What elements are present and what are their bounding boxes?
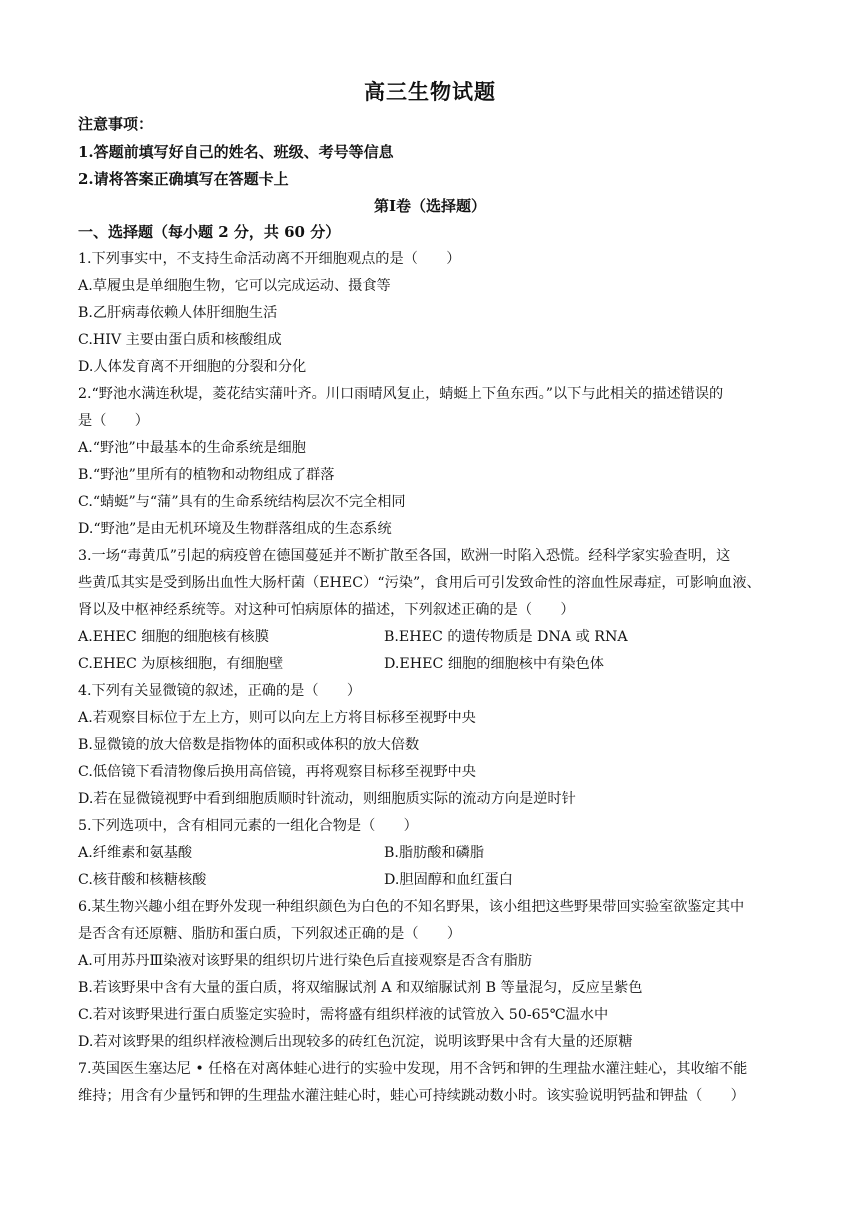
q3-option-d: D.EHEC 细胞的细胞核中有染色体 <box>384 656 604 672</box>
q4-option-d: D.若在显微镜视野中看到细胞质顺时针流动，则细胞质实际的流动方向是逆时针 <box>78 791 576 807</box>
q5-options-row-2 <box>78 870 790 890</box>
q5-option-d: D.胆固醇和血红蛋白 <box>384 872 513 888</box>
q5-option-b: B.脂肪酸和磷脂 <box>384 845 485 861</box>
q2-option-d: D.“野池”是由无机环境及生物群落组成的生态系统 <box>78 521 392 537</box>
q2-option-a: A.“野池”中最基本的生命系统是细胞 <box>78 440 306 456</box>
page-title: 高三生物试题 <box>364 79 496 104</box>
q4-stem: 4.下列有关显微镜的叙述，正确的是（ ） <box>78 683 362 699</box>
q6-option-c: C.若对该野果进行蛋白质鉴定实验时，需将盛有组织样液的试管放入 50-65℃温水中 <box>78 1007 609 1023</box>
q3-stem-line-1: 3.一场“毒黄瓜”引起的病疫曾在德国蔓延并不断扩散至各国，欧洲一时陷入恐慌。经科学家实验查明，这 <box>78 548 731 564</box>
q3-option-b: B.EHEC 的遗传物质是 DNA 或 RNA <box>384 629 628 645</box>
q3-stem-line-3: 肾以及中枢神经系统等。对这种可怕病原体的描述，下列叙述正确的是（ ） <box>78 602 575 618</box>
q2-stem-line-2: 是（ ） <box>78 413 149 429</box>
q4-option-c: C.低倍镜下看清物像后换用高倍镜，再将观察目标移至视野中央 <box>78 764 476 780</box>
q2-option-b: B.“野池”里所有的植物和动物组成了群落 <box>78 467 335 483</box>
q1-option-a: A.草履虫是单细胞生物，它可以完成运动、摄食等 <box>78 278 391 294</box>
q3-option-a: A.EHEC 细胞的细胞核有核膜 <box>78 629 269 645</box>
q1-option-d: D.人体发育离不开细胞的分裂和分化 <box>78 359 307 375</box>
q7-stem-line-1: 7.英国医生塞达尼 • 任格在对离体蛙心进行的实验中发现，用不含钙和钾的生理盐水灌注蛙心，其收缩不能 <box>78 1061 748 1077</box>
q4-option-a: A.若观察目标位于左上方，则可以向左上方将目标移至视野中央 <box>78 710 476 726</box>
q1-option-c: C.HIV 主要由蛋白质和核酸组成 <box>78 332 282 348</box>
q1-option-b: B.乙肝病毒依赖人体肝细胞生活 <box>78 305 278 321</box>
q6-option-d: D.若对该野果的组织样液检测后出现较多的砖红色沉淀，说明该野果中含有大量的还原糖 <box>78 1034 633 1050</box>
section-title: 一、选择题（每小题 2 分，共 60 分） <box>78 223 341 241</box>
q3-options-row-2 <box>78 654 790 674</box>
q6-option-b: B.若该野果中含有大量的蛋白质，将双缩脲试剂 A 和双缩脲试剂 B 等量混匀，反应呈紫色 <box>78 980 643 996</box>
q5-option-a: A.纤维素和氨基酸 <box>78 845 193 861</box>
q2-stem-line-1: 2.“野池水满连秋堤，菱花结实蒲叶齐。川口雨晴风复止，蜻蜓上下鱼东西。”以下与此相关的描述错误的 <box>78 386 724 402</box>
q5-stem: 5.下列选项中，含有相同元素的一组化合物是（ ） <box>78 818 418 834</box>
notice-item-1: 1.答题前填写好自己的姓名、班级、考号等信息 <box>78 143 394 161</box>
q3-stem-line-2: 些黄瓜其实是受到肠出血性大肠杆菌（EHEC）“污染”，食用后可引发致命性的溶血性尿毒症，可影响血液、 <box>78 575 761 591</box>
q3-option-c: C.EHEC 为原核细胞，有细胞壁 <box>78 656 284 672</box>
q6-option-a: A.可用苏丹Ⅲ染液对该野果的组织切片进行染色后直接观察是否含有脂肪 <box>78 953 533 969</box>
notice-item-2: 2.请将答案正确填写在答题卡上 <box>78 170 289 188</box>
q5-options-row-1 <box>78 843 790 863</box>
q6-stem-line-1: 6.某生物兴趣小组在野外发现一种组织颜色为白色的不知名野果，该小组把这些野果带回实验室欲鉴定其中 <box>78 899 745 915</box>
q2-option-c: C.“蜻蜓”与“蒲”具有的生命系统结构层次不完全相同 <box>78 494 406 510</box>
q6-stem-line-2: 是否含有还原糖、脂肪和蛋白质，下列叙述正确的是（ ） <box>78 926 462 942</box>
q3-options-row-1 <box>78 627 790 647</box>
volume-title: 第Ⅰ卷（选择题） <box>373 197 487 215</box>
notice-heading: 注意事项： <box>78 115 154 133</box>
q1-stem: 1.下列事实中，不支持生命活动离不开细胞观点的是（ ） <box>78 251 461 267</box>
q7-stem-line-2: 维持；用含有少量钙和钾的生理盐水灌注蛙心时，蛙心可持续跳动数小时。该实验说明钙盐和钾盐（ ） <box>78 1088 745 1104</box>
q5-option-c: C.核苷酸和核糖核酸 <box>78 872 207 888</box>
q4-option-b: B.显微镜的放大倍数是指物体的面积或体积的放大倍数 <box>78 737 420 753</box>
